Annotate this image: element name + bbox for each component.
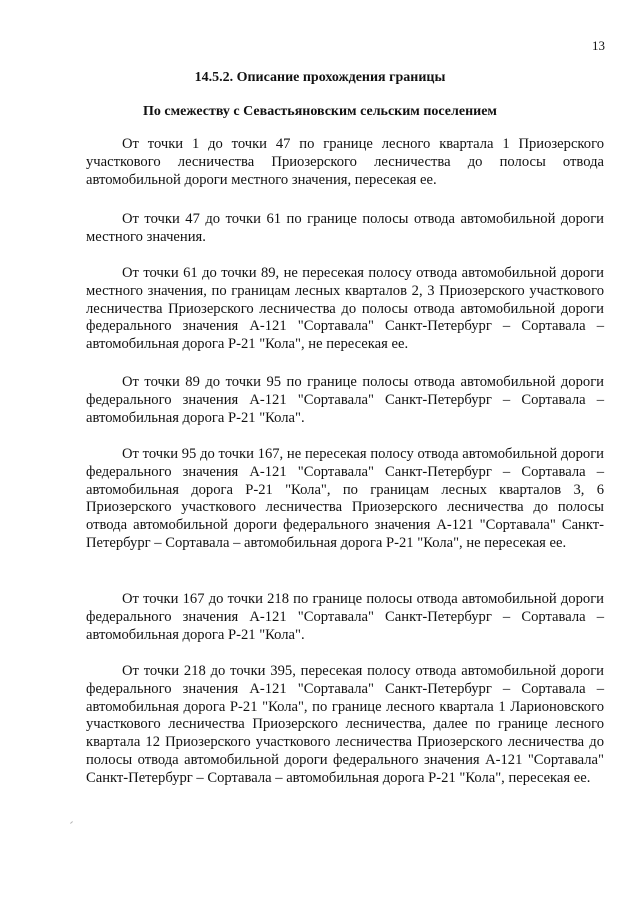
page-number: 13 (592, 38, 605, 53)
boundary-paragraph-6: От точки 167 до точки 218 по границе полосы отвода автомобильной дороги федерального значения А-121 "Сортавала" Санкт-Петербург – Сортавала – автомобильная дорога Р-21 "Кола". (86, 591, 604, 643)
scan-speck (70, 821, 73, 824)
boundary-paragraph-4: От точки 89 до точки 95 по границе полосы отвода автомобильной дороги федерального значения А-121 "Сортавала" Санкт-Петербург – Сортавала – автомобильная дорога Р-21 "Кола". (86, 374, 604, 426)
boundary-paragraph-7: От точки 218 до точки 395, пересекая полосу отвода автомобильной дороги федерального значения А-121 "Сортавала" Санкт-Петербург – Сортавала – автомобильная дорога Р-21 "Кола", по границе лесного квартала 1 Ларионовского участкового лесничества Приозерского лесничества, далее по границе лесного квартала 12 Приозерского участкового лесничества Приозерского лесничества до полосы отвода автомобильной дороги федерального значения А-121 "Сортавала" Санкт-Петербург – Сортавала – автомобильная дорога Р-21 "Кола", пересекая ее. (86, 663, 604, 786)
boundary-paragraph-3: От точки 61 до точки 89, не пересекая полосу отвода автомобильной дороги местного значения, по границам лесных кварталов 2, 3 Приозерского участкового лесничества Приозерского лесничества до полосы отвода автомобильной дороги федерального значения А-121 "Сортавала" Санкт-Петербург – Сортавала – автомобильная дорога Р-21 "Кола", не пересекая ее. (86, 265, 604, 353)
boundary-paragraph-1: От точки 1 до точки 47 по границе лесного квартала 1 Приозерского участкового лесничества Приозерского лесничества до полосы отвода автомобильной дороги местного значения, пересекая ее. (86, 136, 604, 188)
boundary-paragraph-5: От точки 95 до точки 167, не пересекая полосу отвода автомобильной дороги федерального значения А-121 "Сортавала" Санкт-Петербург – Сортавала – автомобильная дорога Р-21 "Кола", по границам лесных кварталов 3, 6 Приозерского участкового лесничества Приозерского лесничества до полосы отвода автомобильной дороги федерального значения А-121 "Сортавала" Санкт-Петербург – Сортавала – автомобильная дорога Р-21 "Кола", не пересекая ее. (86, 446, 604, 551)
sub-heading: По смежеству с Севастьяновским сельским поселением (143, 104, 497, 119)
section-heading: 14.5.2. Описание прохождения границы (194, 70, 446, 85)
boundary-paragraph-2: От точки 47 до точки 61 по границе полосы отвода автомобильной дороги местного значения. (86, 211, 604, 245)
